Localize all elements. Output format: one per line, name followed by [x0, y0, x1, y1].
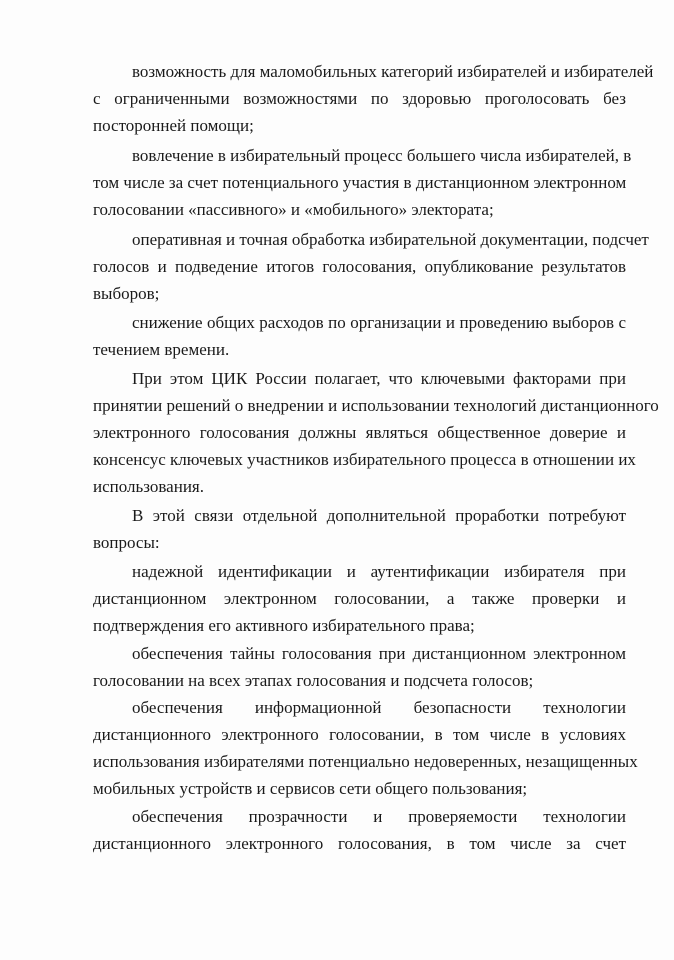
text-line: консенсус ключевых участников избирательного процесса в отношении их — [93, 450, 636, 469]
paragraph-4 — [93, 309, 626, 363]
text-line: При этом ЦИК России полагает, что ключевыми факторами при — [132, 369, 626, 388]
paragraph-5 — [93, 365, 659, 500]
text-line: надежной идентификации и аутентификации избирателя при — [132, 562, 626, 581]
paragraph-1 — [93, 58, 654, 139]
text-line: обеспечения прозрачности и проверяемости технологии — [132, 807, 626, 826]
text-line: подтверждения его активного избирательного права; — [93, 616, 475, 635]
paragraph-2 — [93, 142, 632, 223]
paragraph-6 — [93, 502, 626, 556]
text-line: принятии решений о внедрении и использовании технологий дистанционного — [93, 396, 659, 415]
paragraph-3 — [93, 226, 649, 307]
paragraph-9 — [93, 694, 638, 802]
text-line: обеспечения информационной безопасности технологии — [132, 698, 626, 717]
paragraph-7 — [93, 558, 626, 639]
text-line: том числе за счет потенциального участия в дистанционном электронном — [93, 173, 627, 192]
text-line: вовлечение в избирательный процесс большего числа избирателей, в — [132, 146, 632, 165]
text-line: оперативная и точная обработка избирательной документации, подсчет — [132, 230, 649, 249]
text-line: В этой связи отдельной дополнительной проработки потребуют — [132, 506, 626, 525]
paragraph-8 — [93, 640, 626, 694]
text-line: снижение общих расходов по организации и проведению выборов с — [132, 313, 626, 332]
text-line: выборов; — [93, 284, 160, 303]
text-line: голосовании на всех этапах голосования и подсчета голосов; — [93, 671, 534, 690]
text-line: посторонней помощи; — [93, 116, 254, 135]
text-line: дистанционном электронном голосовании, а также проверки и — [93, 589, 626, 608]
text-line: мобильных устройств и сервисов сети общего пользования; — [93, 779, 528, 798]
paragraph-10 — [93, 803, 626, 857]
text-line: течением времени. — [93, 340, 230, 359]
text-line: использования избирателями потенциально недоверенных, незащищенных — [93, 752, 638, 771]
text-line: обеспечения тайны голосования при дистанционном электронном — [132, 644, 626, 663]
text-line: дистанционного электронного голосования, в том числе за счет — [93, 834, 626, 853]
text-line: использования. — [93, 477, 204, 496]
text-line: вопросы: — [93, 533, 160, 552]
text-line: с ограниченными возможностями по здоровью проголосовать без — [93, 89, 626, 108]
text-line: дистанционного электронного голосовании, в том числе в условиях — [93, 725, 626, 744]
text-line: голосовании «пассивного» и «мобильного» электората; — [93, 200, 494, 219]
text-line: электронного голосования должны являться общественное доверие и — [93, 423, 626, 442]
text-line: голосов и подведение итогов голосования, опубликование результатов — [93, 257, 626, 276]
text-line: возможность для маломобильных категорий избирателей и избирателей — [132, 62, 654, 81]
